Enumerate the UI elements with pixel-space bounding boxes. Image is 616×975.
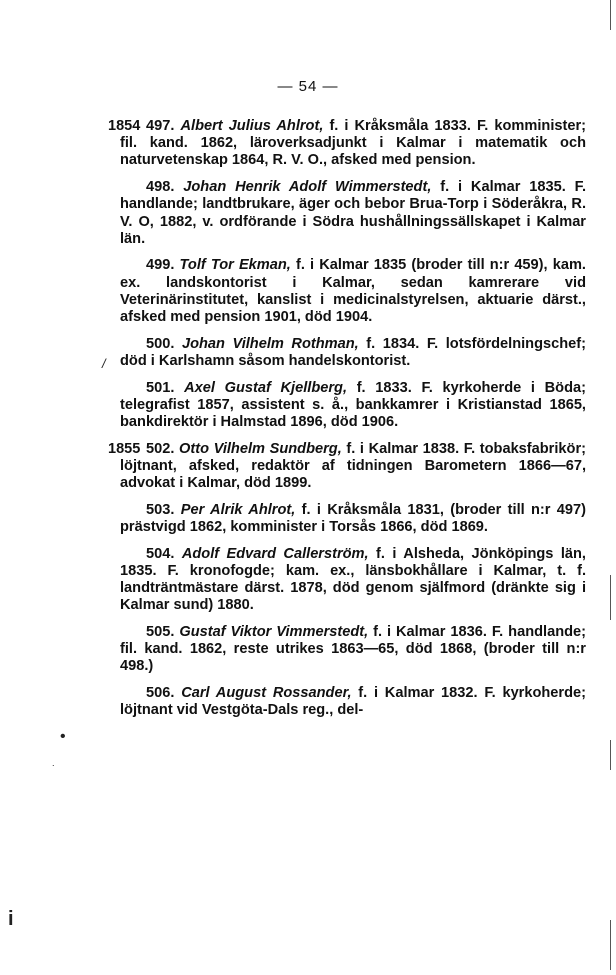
entry-497 (120, 118, 586, 170)
entry-text: f. i Kalmar 1836. F. handlande; fil. kand. 1862, reste utrikes 1863—65, död 1868, (broder till n:r 498.) (120, 624, 587, 675)
entry-number: 504. (146, 545, 175, 562)
entry-text: f. i Kalmar 1835. F. handlande; landtbrukare, äger och bebor Brua-Torp i Söderåkra, R. V. O, 1882, v. ordförande i Södra hushållningssällskapet i Kalmar län. (120, 179, 586, 247)
entry-500 (120, 336, 586, 370)
entry-text: f. i Kråksmåla 1831, (broder till n:r 497) prästvigd 1862, komminister i Torsås 1866, död 1869. (120, 501, 586, 536)
entry-person-name: Carl August Rossander, (181, 685, 352, 702)
page-edge-line (610, 0, 611, 30)
entry-person-name: Gustaf Viktor Vimmerstedt, (179, 624, 369, 641)
entry-person-name: Per Alrik Ahlrot, (180, 501, 296, 518)
entry-498 (120, 179, 586, 248)
year-marker-1854: 1854 (108, 118, 141, 134)
entry-503 (120, 502, 586, 536)
entry-person-name: Otto Vilhelm Sundberg, (179, 440, 342, 457)
entry-text: f. i Kalmar 1838. F. tobaksfabrikör; löjtnant, afsked, redaktör af tidningen Barometern 1866—67, advokat i Kalmar, död 1899. (120, 440, 586, 492)
entry-number: 502. (146, 440, 175, 457)
margin-dot-mark: • (60, 728, 66, 745)
entry-text: f. 1833. F. kyrkoherde i Böda; telegrafist 1857, assistent s. å., bankkamrer i Kristianstad 1865, bankdirektör i Halmstad 1896, död 1906. (120, 379, 586, 431)
year-marker-1855: 1855 (108, 441, 141, 457)
entry-502 (120, 441, 586, 493)
entry-person-name: Axel Gustaf Kjellberg, (184, 379, 348, 396)
entry-person-name: Albert Julius Ahlrot, (180, 118, 324, 134)
entry-person-name: Johan Henrik Adolf Wimmerstedt, (183, 179, 432, 196)
margin-corner-mark: i (8, 908, 14, 930)
entry-number: 499. (146, 257, 175, 274)
entry-text: f. i Alsheda, Jönköpings län, 1835. F. kronofogde; kam. ex., länsbokhållare i Kalmar, t. f. landträntmästare därst. 1878, död genom själfmord (dränkte sig i Kalmar sund) 1880. (120, 545, 586, 614)
entry-506 (120, 685, 586, 719)
entry-list (120, 118, 586, 729)
page-edge-line (610, 740, 611, 770)
margin-tick-mark: / (102, 356, 106, 371)
entry-number: 506. (146, 685, 175, 702)
entry-505 (120, 624, 586, 676)
entry-person-name: Adolf Edvard Callerström, (181, 545, 369, 562)
entry-504 (120, 546, 586, 615)
margin-dot-mark-small: . (52, 758, 55, 768)
entry-text: f. i Kalmar 1832. F. kyrkoherde; löjtnant vid Vestgöta-Dals reg., del- (120, 685, 586, 719)
entry-number: 503. (146, 501, 175, 518)
entry-number: 501. (146, 379, 175, 396)
entry-499 (120, 257, 586, 326)
page-edge-line (610, 575, 611, 620)
entry-501 (120, 380, 586, 432)
page-edge-line (610, 920, 611, 970)
entry-text: f. i Kråksmåla 1833. F. komminister; fil. kand. 1862, läroverksadjunkt i Kalmar i matematik och naturvetenskap 1864, R. V. O., afsked med pension. (120, 118, 587, 169)
entry-number: 505. (146, 624, 175, 641)
entry-number: 498. (146, 179, 175, 196)
entry-person-name: Tolf Tor Ekman, (179, 257, 291, 274)
entry-text: f. 1834. F. lotsfördelningschef; död i Karlshamn såsom handelskontorist. (120, 335, 586, 369)
entry-text: f. i Kalmar 1835 (broder till n:r 459), kam. ex. landskontorist i Kalmar, sedan kamrerare vid Veterinärinstitutet, kanslist i medicinalstyrelsen, aktuarie därst., afsked med pension 1901, död 1904. (120, 257, 586, 326)
entry-person-name: Johan Vilhelm Rothman, (181, 335, 359, 352)
entry-number: 497. (146, 118, 175, 134)
page-number: — 54 — (277, 78, 339, 95)
entry-number: 500. (146, 335, 175, 352)
